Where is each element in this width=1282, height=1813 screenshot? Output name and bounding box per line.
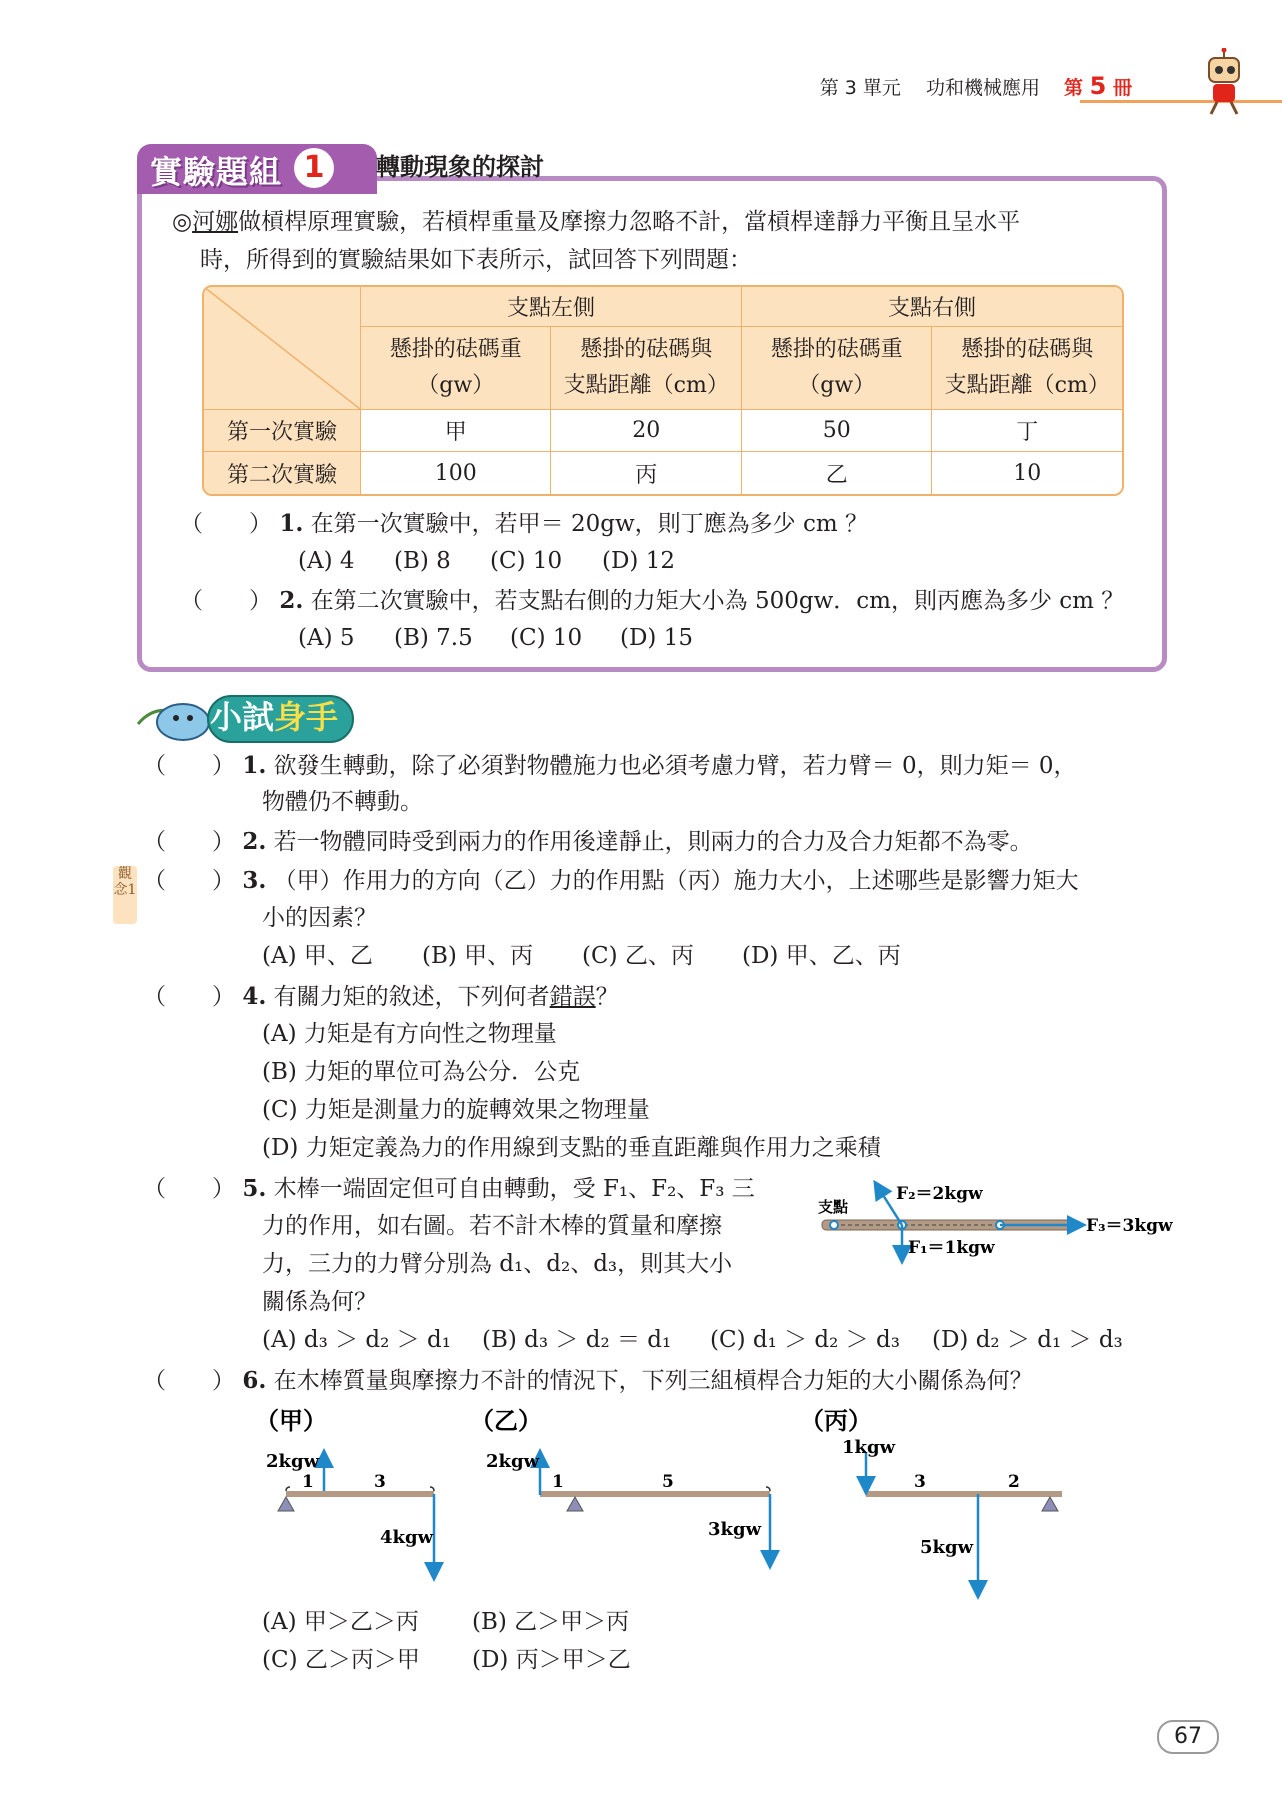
experiment-title: 轉動現象的探討	[376, 153, 544, 181]
table-corner	[204, 287, 361, 410]
q5-f3-label: F₃＝3kgw	[1086, 1216, 1173, 1236]
fig-b-dist-2: 5	[662, 1472, 674, 1492]
table-cell: 20	[551, 410, 742, 452]
practice-question-1: （ ） 1. 欲發生轉動，除了必須對物體施力也必須考慮力臂，若力臂＝ 0，則力矩＝ 0，	[143, 752, 1077, 779]
table-col3-header: 懸掛的砝碼重 （gw）	[742, 327, 932, 410]
topic-label: 功和機械應用	[925, 77, 1040, 99]
practice-q6-option-d: (D) 丙＞甲＞乙	[472, 1647, 631, 1673]
practice-q4-option-b: (B) 力矩的單位可為公分．公克	[262, 1059, 581, 1085]
exp-question-2: （ ） 2. 在第二次實驗中，若支點右側的力矩大小為 500gw．cm，則丙應為多少 cm ？	[180, 587, 1125, 614]
practice-q5-line2: 力的作用，如右圖。若不計木棒的質量和摩擦	[262, 1213, 722, 1239]
fig-a-dist-1: 1	[302, 1472, 314, 1492]
practice-q3-option-d: (D) 甲、乙、丙	[742, 943, 901, 969]
fig-b-up-force: 2kgw	[486, 1451, 540, 1472]
book-label: 第 5 冊	[1064, 72, 1132, 100]
practice-q4-option-d: (D) 力矩定義為力的作用線到支點的垂直距離與作用力之乘積	[262, 1135, 881, 1161]
table-cell: 100	[361, 452, 551, 494]
practice-q5-option-b: (B) d₃ ＞ d₂ ＝ d₁	[482, 1327, 672, 1353]
table-cell: 甲	[361, 410, 551, 452]
practice-question-6: （ ） 6. 在木棒質量與摩擦力不計的情況下，下列三組槓桿合力矩的大小關係為何？	[143, 1367, 1033, 1394]
practice-question-5: （ ） 5. 木棒一端固定但可自由轉動，受 F₁、F₂、F₃ 三	[143, 1175, 755, 1202]
practice-q5-line4: 關係為何？	[262, 1289, 377, 1315]
exp-q2-option-d: (D) 15	[620, 625, 693, 651]
practice-question-4: （ ） 4. 有關力矩的敘述，下列何者錯誤？	[143, 983, 619, 1010]
page-number: 67	[1157, 1720, 1219, 1754]
practice-badge-label: 小試身手	[210, 698, 339, 736]
experiment-intro-line2: 時，所得到的實驗結果如下表所示，試回答下列問題：	[200, 247, 752, 273]
practice-q5-option-a: (A) d₃ ＞ d₂ ＞ d₁	[262, 1327, 451, 1353]
practice-q5-line3: 力，三力的力臂分別為 d₁、d₂、d₃，則其大小	[262, 1251, 733, 1277]
table-cell: 50	[742, 410, 932, 452]
row-label: 第一次實驗	[204, 410, 361, 452]
practice-q5-option-d: (D) d₂ ＞ d₁ ＞ d₃	[932, 1327, 1123, 1353]
exp-q2-option-a: (A) 5	[298, 625, 355, 651]
table-col2-header: 懸掛的砝碼與 支點距離（cm）	[551, 327, 742, 410]
fig-c-label: （丙）	[800, 1406, 872, 1435]
exp-q2-option-c: (C) 10	[510, 625, 583, 651]
fig-a-label: （甲）	[255, 1406, 327, 1435]
fig-c-up-force: 1kgw	[842, 1437, 896, 1458]
row-label: 第二次實驗	[204, 452, 361, 494]
table-cell: 10	[1013, 460, 1042, 486]
unit-label: 第 3 單元	[819, 77, 901, 99]
fig-a-up-force: 2kgw	[266, 1451, 320, 1472]
fig-c-dist-2: 2	[1008, 1472, 1020, 1492]
exp-q1-option-d: (D) 12	[602, 548, 675, 574]
q6-lever-figures	[250, 1395, 1100, 1610]
table-row	[204, 410, 1122, 452]
practice-q1-line2: 物體仍不轉動。	[262, 789, 423, 815]
exp-q1-option-a: (A) 4	[298, 548, 355, 574]
table-right-group: 支點右側	[742, 287, 1122, 327]
practice-question-3: （ ） 3. （甲）作用力的方向（乙）力的作用點（丙）施力大小，上述哪些是影響力矩大	[143, 867, 1079, 894]
practice-q6-option-a: (A) 甲＞乙＞丙	[262, 1609, 419, 1635]
q5-f2-label: F₂＝2kgw	[896, 1184, 983, 1204]
exp-q1-option-b: (B) 8	[394, 548, 451, 574]
table-row	[204, 452, 1122, 494]
experiment-intro-line1: ◎河娜做槓桿原理實驗，若槓桿重量及摩擦力忽略不計，當槓桿達靜力平衡且呈水平	[172, 209, 1021, 235]
practice-q4-option-c: (C) 力矩是測量力的旋轉效果之物理量	[262, 1097, 650, 1123]
table-cell: 乙	[742, 452, 932, 494]
table-col4-header: 懸掛的砝碼與 支點距離（cm）	[932, 327, 1122, 410]
practice-q5-option-c: (C) d₁ ＞ d₂ ＞ d₃	[710, 1327, 900, 1353]
fig-c-down-force: 5kgw	[920, 1537, 974, 1558]
exp-question-1: （ ） 1. 在第一次實驗中，若甲＝ 20gw，則丁應為多少 cm ？	[180, 510, 868, 537]
exp-q1-option-c: (C) 10	[490, 548, 563, 574]
fig-b-down-force: 3kgw	[708, 1519, 762, 1540]
q5-lever-figure	[810, 1172, 1180, 1272]
practice-q4-option-a: (A) 力矩是有方向性之物理量	[262, 1021, 557, 1047]
experiment-table	[202, 285, 1124, 496]
practice-q3-option-c: (C) 乙、丙	[582, 943, 694, 969]
practice-q3-option-b: (B) 甲、丙	[422, 943, 534, 969]
fig-b-label: （乙）	[470, 1406, 542, 1435]
page-header	[820, 72, 1132, 100]
fig-c-dist-1: 3	[914, 1472, 926, 1492]
table-col1-header: 懸掛的砝碼重 （gw）	[361, 327, 551, 410]
fig-b-dist-1: 1	[552, 1472, 564, 1492]
experiment-badge: 實驗題組	[150, 153, 283, 191]
table-cell: 丙	[551, 452, 742, 494]
practice-q6-option-b: (B) 乙＞甲＞丙	[472, 1609, 630, 1635]
practice-question-2: （ ） 2. 若一物體同時受到兩力的作用後達靜止，則兩力的合力及合力矩都不為零。	[143, 828, 1033, 855]
concept-side-tab: 觀念1	[113, 866, 137, 924]
q5-pivot-label: 支點	[818, 1198, 849, 1216]
experiment-number: 1	[294, 148, 334, 188]
exp-q2-option-b: (B) 7.5	[394, 625, 473, 651]
q5-f1-label: F₁＝1kgw	[908, 1238, 995, 1258]
table-left-group: 支點左側	[361, 287, 742, 327]
practice-q3-option-a: (A) 甲、乙	[262, 943, 373, 969]
fig-a-down-force: 4kgw	[380, 1527, 434, 1548]
fig-a-dist-2: 3	[374, 1472, 386, 1492]
practice-q3-line2: 小的因素？	[262, 905, 377, 931]
robot-mascot-icon	[1195, 48, 1255, 118]
practice-q6-option-c: (C) 乙＞丙＞甲	[262, 1647, 420, 1673]
table-cell: 丁	[932, 410, 1122, 452]
